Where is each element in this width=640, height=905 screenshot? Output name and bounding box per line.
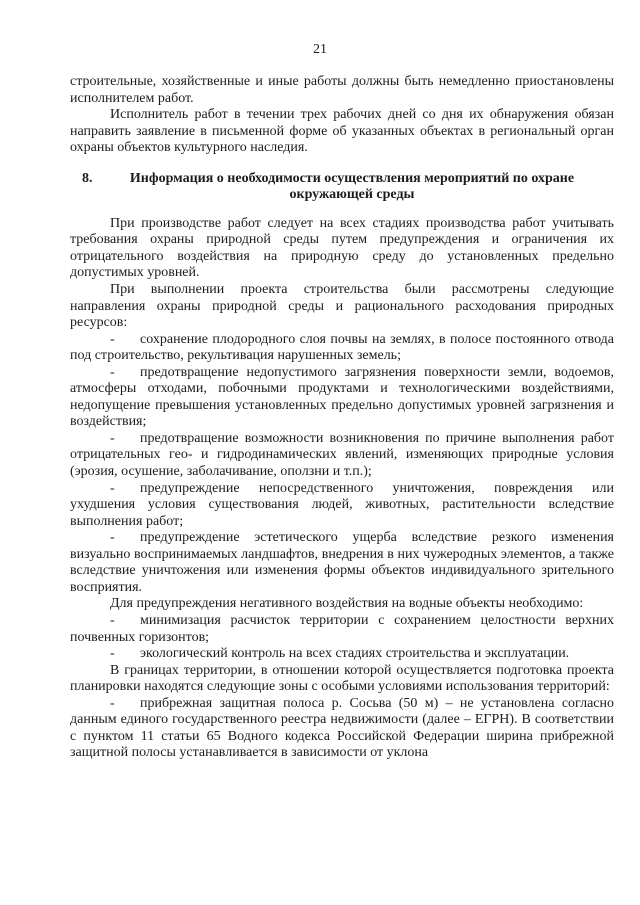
list-item-text: предупреждение непосредственного уничтожения, повреждения или ухудшения условия существования людей, животных, растительности вследствие выполнения работ; <box>70 480 614 529</box>
list-bullet: - <box>110 612 115 628</box>
paragraph: При производстве работ следует на всех стадиях производства работ учитывать требования охраны природной среды путем предупреждения и ограничения их отрицательного воздействия на природную среду до установленных предельно допустимых уровней. <box>70 215 614 281</box>
list-bullet: - <box>110 530 115 546</box>
list-item <box>70 332 614 365</box>
page-number: 21 <box>313 42 327 57</box>
list-item-text: сохранение плодородного слоя почвы на землях, в полосе постоянного отвода под строительство, рекультивация нарушенных земель; <box>70 331 614 364</box>
paragraph: Исполнитель работ в течении трех рабочих дней со дня их обнаружения обязан направить заявление в письменной форме об указанных объектах в региональный орган охраны объектов культурного наследия. <box>70 107 614 156</box>
paragraph: При выполнении проекта строительства были рассмотрены следующие направления охраны природной среды и рационального расходования природных ресурсов: <box>70 282 614 331</box>
list-bullet: - <box>110 646 115 662</box>
list-item-text: предотвращение недопустимого загрязнения поверхности земли, водоемов, атмосферы отходами, побочными продуктами и технологическими воздействиями, недопущение превышения установленных предельно допустимых уровней загрязнения и воздействия; <box>70 364 614 430</box>
list-item <box>70 613 614 646</box>
list-item <box>70 481 614 531</box>
paragraph: Для предупреждения негативного воздействия на водные объекты необходимо: <box>110 596 584 612</box>
section-number: 8. <box>82 170 93 186</box>
list-bullet: - <box>110 480 115 496</box>
list-item <box>70 365 614 431</box>
list-item-text: минимизация расчисток территории с сохранением целостности верхних почвенных горизонтов; <box>70 612 614 645</box>
paragraph: строительные, хозяйственные и иные работы должны быть немедленно приостановлены исполнителем работ. <box>70 74 614 106</box>
list-bullet: - <box>110 331 115 347</box>
list-item-text: прибрежная защитная полоса р. Сосьва (50 м) – не установлена согласно данным единого государственного реестра недвижимости (далее – ЕГРН). В соответствии с пунктом 11 статьи 65 Водного кодекса Российской Федерации ширина прибрежной защитной полосы устанавливается в зависимости от уклона <box>70 695 614 761</box>
list-bullet: - <box>110 430 115 446</box>
list-item <box>70 646 614 663</box>
list-item-text: предупреждение эстетического ущерба вследствие резкого изменения визуально воспринимаемых ландшафтов, внедрения в них чужеродных элементов, а также вследствие уничтожения или изменения формы объектов индивидуального зрительного восприятия. <box>70 530 614 595</box>
list-item-text: предотвращение возможности возникновения по причине выполнения работ отрицательных гео- и гидродинамических явлений, изменяющих природные условия (эрозия, осушение, заболачивание, оползни и т.п.); <box>70 430 614 480</box>
list-item <box>70 696 614 762</box>
paragraph: В границах территории, в отношении которой осуществляется подготовка проекта планировки находятся следующие зоны с особыми условиями использования территорий: <box>70 662 614 695</box>
section-body <box>70 216 614 762</box>
section-title: Информация о необходимости осуществления мероприятий по охране окружающей среды <box>129 170 575 203</box>
list-item <box>70 530 614 596</box>
list-item-text: экологический контроль на всех стадиях строительства и эксплуатации. <box>140 646 570 662</box>
section-heading <box>70 171 614 204</box>
list-bullet: - <box>110 364 115 380</box>
document-body <box>70 74 614 762</box>
list-bullet: - <box>110 695 115 711</box>
list-item <box>70 431 614 481</box>
